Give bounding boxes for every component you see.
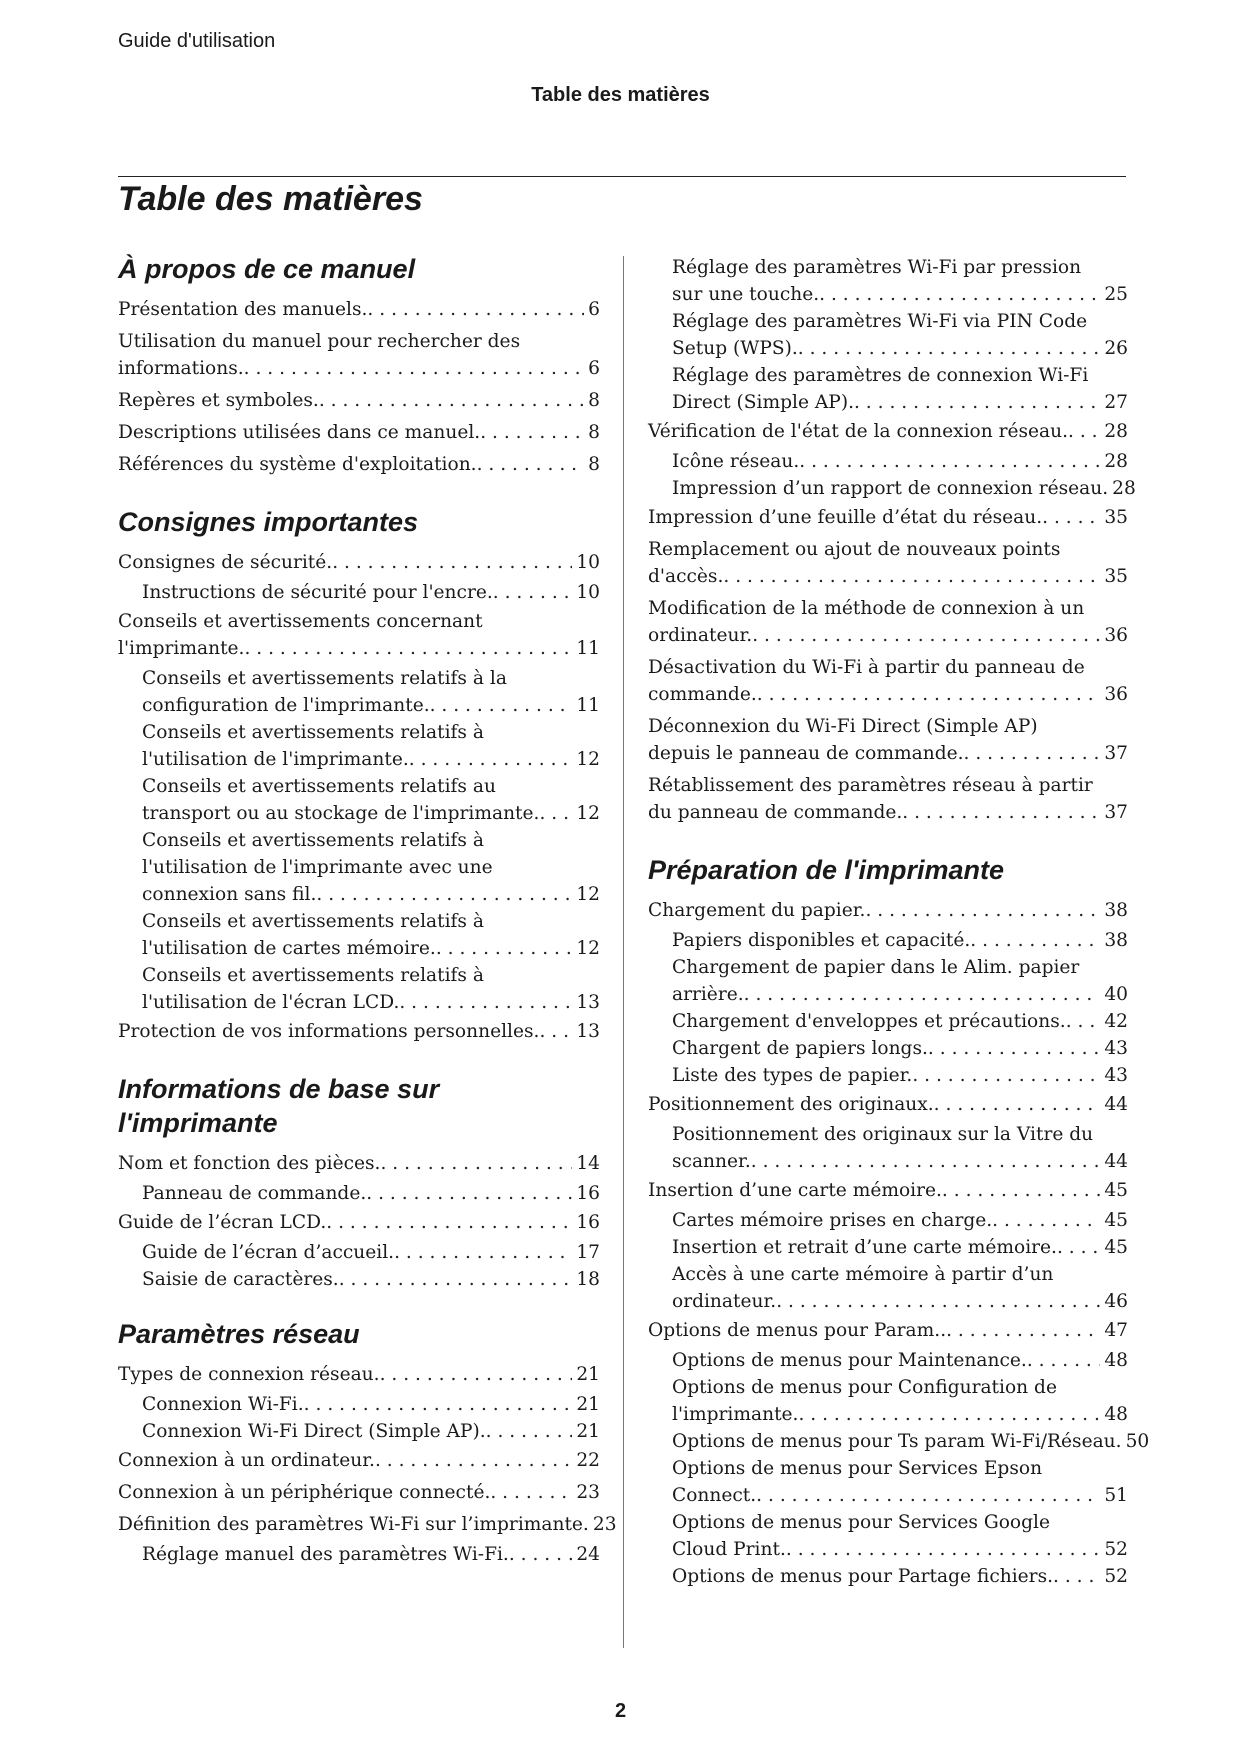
toc-page-number: 11 (576, 638, 600, 659)
dot-leader (480, 419, 584, 446)
dot-leader (380, 1361, 573, 1388)
toc-page-number: 12 (576, 803, 600, 824)
toc-entry-text: Insertion d’une carte mémoire. (648, 1180, 942, 1201)
toc-entry-text: informations. (118, 358, 244, 379)
dot-leader (380, 1150, 572, 1177)
toc-entry-text: Chargent de papiers longs. (672, 1038, 928, 1059)
toc-subentry[interactable] (118, 1541, 600, 1568)
toc-page-number: 47 (1104, 1320, 1128, 1341)
dot-leader (486, 1418, 573, 1445)
toc-entry[interactable] (118, 294, 600, 326)
dot-leader (799, 448, 1100, 475)
toc-entry-text: ordinateur. (648, 625, 753, 646)
toc-entry-text: Guide de l’écran d’accueil. (142, 1242, 395, 1263)
toc-entry[interactable] (118, 1509, 617, 1541)
toc-subentry[interactable] (648, 475, 1136, 502)
toc-left-column (118, 252, 617, 1568)
toc-entry-text: Conseils et avertissements relatifs au (142, 776, 496, 797)
toc-subentry[interactable] (118, 719, 600, 773)
toc-entry[interactable] (118, 417, 600, 449)
toc-entry-text: Papiers disponibles et capacité. (672, 930, 971, 951)
toc-subentry[interactable] (118, 1418, 600, 1445)
toc-entry-text: Connexion à un périphérique connecté. (118, 1482, 491, 1503)
dot-leader (942, 1177, 1100, 1204)
toc-page-number: 52 (1104, 1566, 1128, 1587)
toc-page-number: 23 (576, 1482, 600, 1503)
toc-page-number: 28 (1104, 451, 1128, 472)
toc-page-number: 45 (1104, 1237, 1128, 1258)
toc-subentry[interactable] (118, 908, 600, 962)
toc-page-number: 36 (1104, 625, 1128, 646)
dot-leader (1057, 1234, 1100, 1261)
toc-entry-text: Panneau de commande. (142, 1183, 367, 1204)
toc-page-number: 26 (1104, 338, 1128, 359)
toc-page-number: 48 (1104, 1350, 1128, 1371)
toc-entry[interactable] (118, 1207, 600, 1239)
dot-leader (854, 389, 1100, 416)
toc-page-number: 52 (1104, 1539, 1128, 1560)
toc-entry-text: Positionnement des originaux. (648, 1094, 934, 1115)
dot-leader (912, 1062, 1100, 1089)
toc-page-number: 35 (1104, 566, 1128, 587)
toc-page-number: 12 (576, 938, 600, 959)
toc-subentry[interactable] (118, 1266, 600, 1293)
toc-page-number: 11 (576, 695, 600, 716)
dot-leader (477, 451, 585, 478)
toc-entry-text: Options de menus pour Partage fichiers. (672, 1566, 1054, 1587)
dot-leader (399, 989, 572, 1016)
toc-page-number: 16 (576, 1183, 600, 1204)
dot-leader (244, 355, 585, 382)
page-title: Table des matières (118, 180, 423, 218)
toc-page-number: 28 (1112, 478, 1136, 499)
toc-entry-text: sur une touche. (672, 284, 820, 305)
toc-entry-text: Réglage des paramètres de connexion Wi-Fi (672, 365, 1089, 386)
toc-entry[interactable] (118, 1148, 600, 1180)
toc-page-number: 35 (1104, 507, 1128, 528)
toc-entry-text: Guide de l’écran LCD. (118, 1212, 327, 1233)
toc-entry-text: ordinateur. (672, 1291, 777, 1312)
toc-entry[interactable] (648, 711, 1128, 770)
toc-entry[interactable] (648, 534, 1128, 593)
toc-subentry[interactable] (648, 1428, 1150, 1455)
toc-entry-text: Conseils et avertissements concernant (118, 611, 483, 632)
toc-page-number: 28 (1104, 421, 1128, 442)
toc-subentry[interactable] (648, 1008, 1128, 1035)
toc-subentry[interactable] (118, 665, 600, 719)
toc-entry[interactable] (648, 1315, 1128, 1347)
toc-entry-text: Options de menus pour Configuration de (672, 1377, 1057, 1398)
toc-entry-text: Conseils et avertissements relatifs à (142, 911, 484, 932)
toc-subentry[interactable] (648, 448, 1128, 475)
dot-leader (304, 1391, 573, 1418)
toc-page-number: 6 (588, 358, 600, 379)
toc-entry-text: Options de menus pour Maintenance. (672, 1350, 1027, 1371)
toc-entry-text: Liste des types de papier. (672, 1065, 913, 1086)
toc-entry-text: Conseils et avertissements relatifs à la (142, 668, 507, 689)
toc-entry-text: Nom et fonction des pièces. (118, 1153, 381, 1174)
dot-leader (751, 1148, 1101, 1175)
toc-entry-text: Repères et symboles. (118, 390, 319, 411)
toc-entry-text: Présentation des manuels. (118, 299, 368, 320)
page-number: 2 (614, 1700, 627, 1722)
dot-leader (367, 296, 584, 323)
chapter-heading: Préparation de l'imprimante (648, 855, 1005, 885)
toc-subentry[interactable] (118, 1391, 600, 1418)
toc-entry-text: Réglage des paramètres Wi-Fi par pression (672, 257, 1082, 278)
toc-entry-text: l'imprimante. (118, 638, 245, 659)
toc-page-number: 24 (576, 1544, 600, 1565)
dot-leader (865, 897, 1100, 924)
toc-entry-text: Références du système d'exploitation. (118, 454, 477, 475)
toc-entry[interactable] (118, 385, 600, 417)
toc-entry-text: Consignes de sécurité. (118, 552, 333, 573)
toc-entry-text: Connexion à un ordinateur. (118, 1450, 375, 1471)
dot-leader (244, 635, 572, 662)
toc-entry-text: Accès à une carte mémoire à partir d’un (672, 1264, 1054, 1285)
toc-page-number: 23 (592, 1514, 617, 1535)
toc-subentry[interactable] (648, 1035, 1128, 1062)
toc-page-number: 45 (1104, 1180, 1128, 1201)
chapter-heading: Paramètres réseau (118, 1319, 360, 1349)
toc-entry-text: Vérification de l'état de la connexion réseau. (648, 421, 1069, 442)
toc-page-number: 44 (1104, 1151, 1128, 1172)
toc-entry-text: Utilisation du manuel pour rechercher des (118, 331, 521, 352)
toc-page-number: 51 (1104, 1485, 1128, 1506)
toc-page-number: 17 (576, 1242, 600, 1263)
toc-entry[interactable] (648, 652, 1128, 711)
toc-entry-text: Rétablissement des paramètres réseau à partir (648, 775, 1093, 796)
toc-subentry[interactable] (648, 308, 1128, 362)
toc-entry-text: Options de menus pour Services Epson (672, 1458, 1043, 1479)
toc-entry-text: Insertion et retrait d’une carte mémoire. (672, 1237, 1057, 1258)
toc-entry[interactable] (118, 1016, 600, 1048)
dot-leader (490, 1479, 572, 1506)
toc-entry[interactable] (118, 449, 600, 481)
toc-subentry[interactable] (648, 954, 1128, 1008)
toc-page-number: 43 (1104, 1065, 1128, 1086)
toc-page-number: 12 (576, 884, 600, 905)
toc-entry-text: Connect. (672, 1485, 757, 1506)
dot-leader (326, 1209, 572, 1236)
toc-entry-text: Instructions de sécurité pour l'encre. (142, 582, 493, 603)
toc-page-number: 46 (1104, 1291, 1128, 1312)
toc-page-number: 21 (576, 1394, 600, 1415)
title-rule (118, 176, 1126, 177)
dot-leader (756, 1482, 1100, 1509)
toc-entry-text: Options de menus pour Ts param Wi-Fi/Réseau. (672, 1431, 1122, 1452)
toc-page-number: 12 (576, 749, 600, 770)
dot-leader (902, 799, 1100, 826)
toc-entry[interactable] (648, 416, 1128, 448)
toc-subentry[interactable] (648, 1563, 1128, 1590)
dot-leader (786, 1536, 1100, 1563)
toc-entry-text: du panneau de commande. (648, 802, 903, 823)
dot-leader (436, 935, 573, 962)
toc-page-number: 8 (588, 454, 600, 475)
toc-page-number: 38 (1104, 900, 1128, 921)
toc-entry-text: l'imprimante. (672, 1404, 799, 1425)
dot-leader (409, 746, 573, 773)
dot-leader (934, 1091, 1101, 1118)
column-divider (623, 256, 624, 1648)
toc-entry[interactable] (118, 1445, 600, 1477)
toc-entry[interactable] (118, 1477, 600, 1509)
toc-entry-text: l'utilisation de l'imprimante avec une (142, 857, 493, 878)
toc-page-number: 13 (576, 992, 600, 1013)
toc-page-number: 40 (1104, 984, 1128, 1005)
toc-subentry[interactable] (648, 1261, 1128, 1315)
toc-entry-text: Saisie de caractères. (142, 1269, 339, 1290)
dot-leader (970, 927, 1100, 954)
toc-entry-text: Conseils et avertissements relatifs à (142, 722, 484, 743)
toc-page-number: 44 (1104, 1094, 1128, 1115)
toc-page-number: 37 (1104, 802, 1128, 823)
dot-leader (430, 692, 573, 719)
dot-leader (1053, 1563, 1100, 1590)
dot-leader (798, 1401, 1100, 1428)
toc-subentry[interactable] (118, 579, 600, 606)
toc-entry-text: Désactivation du Wi-Fi à partir du panneau de (648, 657, 1085, 678)
toc-page-number: 36 (1104, 684, 1128, 705)
dot-leader (493, 579, 573, 606)
dot-leader (946, 1317, 1100, 1344)
toc-entry-text: Cartes mémoire prises en charge. (672, 1210, 993, 1231)
toc-entry-text: Setup (WPS). (672, 338, 798, 359)
dot-leader (339, 1266, 573, 1293)
dot-leader (539, 1018, 572, 1045)
toc-entry-text: Impression d’un rapport de connexion réseau. (672, 478, 1109, 499)
chapter-heading: Informations de base sur l'imprimante (118, 1074, 440, 1138)
toc-entry-text: Protection de vos informations personnelles. (118, 1021, 540, 1042)
toc-subentry[interactable] (648, 1509, 1128, 1563)
toc-entry-text: scanner. (672, 1151, 751, 1172)
toc-entry-text: Options de menus pour Param.. (648, 1320, 947, 1341)
toc-page-number: 10 (576, 552, 600, 573)
toc-entry[interactable] (118, 547, 600, 579)
toc-page-number: 18 (576, 1269, 600, 1290)
toc-entry-text: Définition des paramètres Wi-Fi sur l’imprimante. (118, 1514, 589, 1535)
toc-page-number: 8 (588, 390, 600, 411)
toc-entry-text: Remplacement ou ajout de nouveaux points (648, 539, 1061, 560)
toc-page-number: 27 (1104, 392, 1128, 413)
dot-leader (1027, 1347, 1101, 1374)
toc-entry-text: connexion sans fil. (142, 884, 317, 905)
toc-entry[interactable] (648, 502, 1128, 534)
running-header: Guide d'utilisation (118, 30, 276, 52)
toc-subentry[interactable] (648, 254, 1128, 308)
toc-page-number: 48 (1104, 1404, 1128, 1425)
toc-subentry[interactable] (648, 362, 1128, 416)
toc-subentry[interactable] (118, 1239, 600, 1266)
dot-leader (964, 740, 1101, 767)
chapter-heading: À propos de ce manuel (118, 254, 416, 284)
dot-leader (744, 981, 1101, 1008)
toc-entry-text: l'utilisation de l'imprimante. (142, 749, 409, 770)
dot-leader (1068, 418, 1100, 445)
toc-page-number: 10 (576, 582, 600, 603)
dot-leader (539, 800, 572, 827)
toc-entry[interactable] (118, 326, 600, 385)
toc-subentry[interactable] (648, 1062, 1128, 1089)
toc-subentry[interactable] (648, 1347, 1128, 1374)
toc-page-number: 16 (576, 1212, 600, 1233)
dot-leader (509, 1541, 573, 1568)
toc-entry[interactable] (648, 593, 1128, 652)
dot-leader (319, 387, 584, 414)
toc-subentry[interactable] (648, 1374, 1128, 1428)
toc-entry-text: Réglage des paramètres Wi-Fi via PIN Code (672, 311, 1088, 332)
toc-entry-text: d'accès. (648, 566, 724, 587)
toc-page-number: 38 (1104, 930, 1128, 951)
toc-page-number: 42 (1104, 1011, 1128, 1032)
toc-entry-text: configuration de l'imprimante. (142, 695, 430, 716)
dot-leader (366, 1180, 572, 1207)
toc-entry[interactable] (118, 606, 600, 665)
toc-entry-text: Connexion Wi-Fi. (142, 1394, 304, 1415)
toc-entry-text: Positionnement des originaux sur la Vitre du (672, 1124, 1094, 1145)
toc-subentry[interactable] (118, 1180, 600, 1207)
toc-subentry[interactable] (648, 1121, 1128, 1175)
toc-subentry[interactable] (648, 1455, 1128, 1509)
toc-entry-text: Réglage manuel des paramètres Wi-Fi. (142, 1544, 509, 1565)
toc-entry-text: Impression d’une feuille d’état du réseau. (648, 507, 1043, 528)
toc-entry-text: l'utilisation de l'écran LCD. (142, 992, 400, 1013)
dot-leader (798, 335, 1101, 362)
toc-entry[interactable] (648, 895, 1128, 927)
chapter-heading: Consignes importantes (118, 507, 419, 537)
toc-page-number: 22 (576, 1450, 600, 1471)
toc-subentry[interactable] (648, 1234, 1128, 1261)
toc-entry-text: Déconnexion du Wi-Fi Direct (Simple AP) (648, 716, 1038, 737)
toc-entry-text: Conseils et avertissements relatifs à (142, 965, 484, 986)
dot-leader (752, 622, 1100, 649)
dot-leader (332, 549, 572, 576)
toc-entry-text: Chargement de papier dans le Alim. papier (672, 957, 1080, 978)
toc-entry-text: l'utilisation de cartes mémoire. (142, 938, 436, 959)
dot-leader (819, 281, 1100, 308)
toc-entry-text: arrière. (672, 984, 744, 1005)
toc-page-number: 14 (576, 1153, 600, 1174)
toc-entry-text: Conseils et avertissements relatifs à (142, 830, 484, 851)
toc-entry-text: Options de menus pour Services Google (672, 1512, 1050, 1533)
toc-entry-text: Cloud Print. (672, 1539, 786, 1560)
toc-page-number: 25 (1104, 284, 1128, 305)
dot-leader (757, 681, 1101, 708)
toc-entry-text: Connexion Wi-Fi Direct (Simple AP). (142, 1421, 486, 1442)
toc-page-number: 21 (576, 1364, 600, 1385)
toc-entry[interactable] (648, 770, 1128, 829)
toc-entry-text: transport ou au stockage de l'imprimante. (142, 803, 540, 824)
toc-subentry[interactable] (648, 1207, 1128, 1234)
dot-leader (394, 1239, 572, 1266)
toc-entry[interactable] (118, 1359, 600, 1391)
dot-leader (776, 1288, 1100, 1315)
toc-entry-text: Modification de la méthode de connexion à un (648, 598, 1085, 619)
dot-leader (375, 1447, 572, 1474)
toc-subentry[interactable] (118, 827, 600, 908)
toc-subentry[interactable] (648, 927, 1128, 954)
dot-leader (723, 563, 1100, 590)
toc-entry-text: Chargement du papier. (648, 900, 866, 921)
toc-entry-text: Direct (Simple AP). (672, 392, 854, 413)
toc-right-column (648, 254, 1150, 1590)
toc-page-number: 50 (1125, 1431, 1150, 1452)
toc-page-number: 6 (588, 299, 600, 320)
toc-page-number: 13 (576, 1021, 600, 1042)
toc-subentry[interactable] (118, 962, 600, 1016)
toc-page-number: 21 (576, 1421, 600, 1442)
toc-entry-text: depuis le panneau de commande. (648, 743, 964, 764)
toc-entry-text: Chargement d'enveloppes et précautions. (672, 1011, 1066, 1032)
toc-entry[interactable] (648, 1175, 1128, 1207)
dot-leader (1042, 504, 1100, 531)
toc-entry-text: Icône réseau. (672, 451, 800, 472)
toc-entry[interactable] (648, 1089, 1128, 1121)
toc-entry-text: Descriptions utilisées dans ce manuel. (118, 422, 481, 443)
dot-leader (992, 1207, 1100, 1234)
toc-page-number: 8 (588, 422, 600, 443)
toc-subentry[interactable] (118, 773, 600, 827)
toc-entry-text: Types de connexion réseau. (118, 1364, 380, 1385)
toc-page-number: 37 (1104, 743, 1128, 764)
dot-leader (928, 1035, 1100, 1062)
dot-leader (1066, 1008, 1101, 1035)
toc-entry-text: commande. (648, 684, 757, 705)
toc-page-number: 43 (1104, 1038, 1128, 1059)
dot-leader (316, 881, 572, 908)
toc-page-number: 45 (1104, 1210, 1128, 1231)
section-header: Table des matières (531, 84, 710, 106)
